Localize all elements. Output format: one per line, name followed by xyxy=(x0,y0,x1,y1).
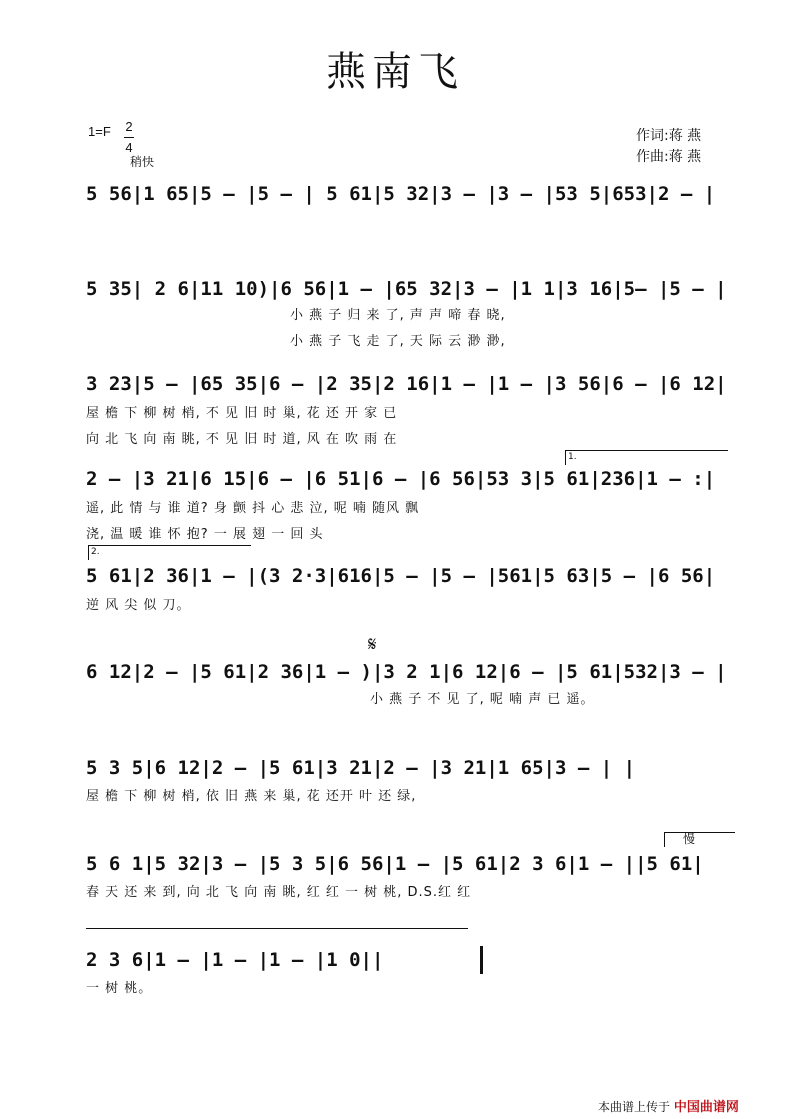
score-system-4: 2 – |3 21|6 15|6 – |6 51|6 – |6 56|53 3|5 61|236|1 – :| xyxy=(86,468,716,490)
final-barline xyxy=(480,946,483,974)
time-signature-top: 2 xyxy=(125,119,133,134)
lyric-system-3-verse-1: 屋 檐 下 柳 树 梢, 不 见 旧 时 巢, 花 还 开 家 已 xyxy=(86,406,398,421)
volta-2: 2. xyxy=(88,545,251,560)
time-signature-line xyxy=(124,137,134,138)
composer-credit: 作曲:蒋 燕 xyxy=(636,149,702,165)
score-system-2: 5 35| 2 6|11 10)|6 56|1 – |65 32|3 – |1 1|3 16|5– |5 – | xyxy=(86,278,727,300)
slow-marking: 慢 xyxy=(664,832,735,847)
score-system-1: 5 56|1 65|5 – |5 – | 5 61|5 32|3 – |3 – |53 5|653|2 – | xyxy=(86,183,716,205)
lyricist-credit: 作词:蒋 燕 xyxy=(636,128,702,144)
score-system-7: 5 3 5|6 12|2 – |5 61|3 21|2 – |3 21|1 65|3 – | | xyxy=(86,757,636,779)
score-system-5: 5 61|2 36|1 – |(3 2·3|616|5 – |5 – |561|5 63|5 – |6 56| xyxy=(86,565,716,587)
site-logo: 中国曲谱网 xyxy=(673,1100,739,1115)
lyric-system-2-verse-2: 小 燕 子 飞 走 了, 天 际 云 渺 渺, xyxy=(290,334,506,349)
lyric-system-8-verse-1: 春 天 还 来 到, 向 北 飞 向 南 眺, 红 红 一 树 桃, D.S.红 红 xyxy=(86,885,472,900)
score-system-6: 6 12|2 – |5 61|2 36|1 – )|3 2 1|6 12|6 – |5 61|532|3 – | xyxy=(86,661,727,683)
score-system-8: 5 6 1|5 32|3 – |5 3 5|6 56|1 – |5 61|2 3 6|1 – ||5 61| xyxy=(86,853,704,875)
lyric-system-3-verse-2: 向 北 飞 向 南 眺, 不 见 旧 时 道, 风 在 吹 雨 在 xyxy=(86,432,398,447)
phrase-bracket xyxy=(86,928,468,943)
time-signature xyxy=(124,118,134,157)
score-system-3: 3 23|5 – |65 35|6 – |2 35|2 16|1 – |1 – |3 56|6 – |6 12| xyxy=(86,373,727,395)
lyric-system-2-verse-1: 小 燕 子 归 来 了, 声 声 啼 春 晓, xyxy=(290,308,506,323)
lyric-system-4-verse-2: 浇, 温 暖 谁 怀 抱? 一 展 翅 一 回 头 xyxy=(86,527,324,542)
volta-1: 1. xyxy=(565,450,728,465)
tempo-marking: 稍快 xyxy=(130,155,155,169)
lyric-system-7-verse-1: 屋 檐 下 柳 树 梢, 依 旧 燕 来 巢, 花 还开 叶 还 绿, xyxy=(86,789,417,804)
key-signature: 1=F xyxy=(88,124,111,139)
score-system-9: 2 3 6|1 – |1 – |1 – |1 0|| xyxy=(86,949,384,971)
site-footer xyxy=(598,1096,739,1115)
lyric-system-6-verse-1: 小 燕 子 不 见 了, 呢 喃 声 已 遥。 xyxy=(370,692,595,707)
time-signature-bottom: 4 xyxy=(125,140,133,155)
song-title: 燕南飞 xyxy=(326,49,464,95)
footer-text: 本曲谱上传于 xyxy=(598,1100,671,1114)
lyric-system-4-verse-1: 遥, 此 情 与 谁 道? 身 颤 抖 心 悲 泣, 呢 喃 随风 飘 xyxy=(86,501,420,516)
segno-icon: 𝄋 xyxy=(368,632,377,656)
lyric-system-5-verse-1: 逆 风 尖 似 刀。 xyxy=(86,598,191,613)
credits xyxy=(636,126,701,168)
lyric-system-9-verse-1: 一 树 桃。 xyxy=(86,981,153,996)
